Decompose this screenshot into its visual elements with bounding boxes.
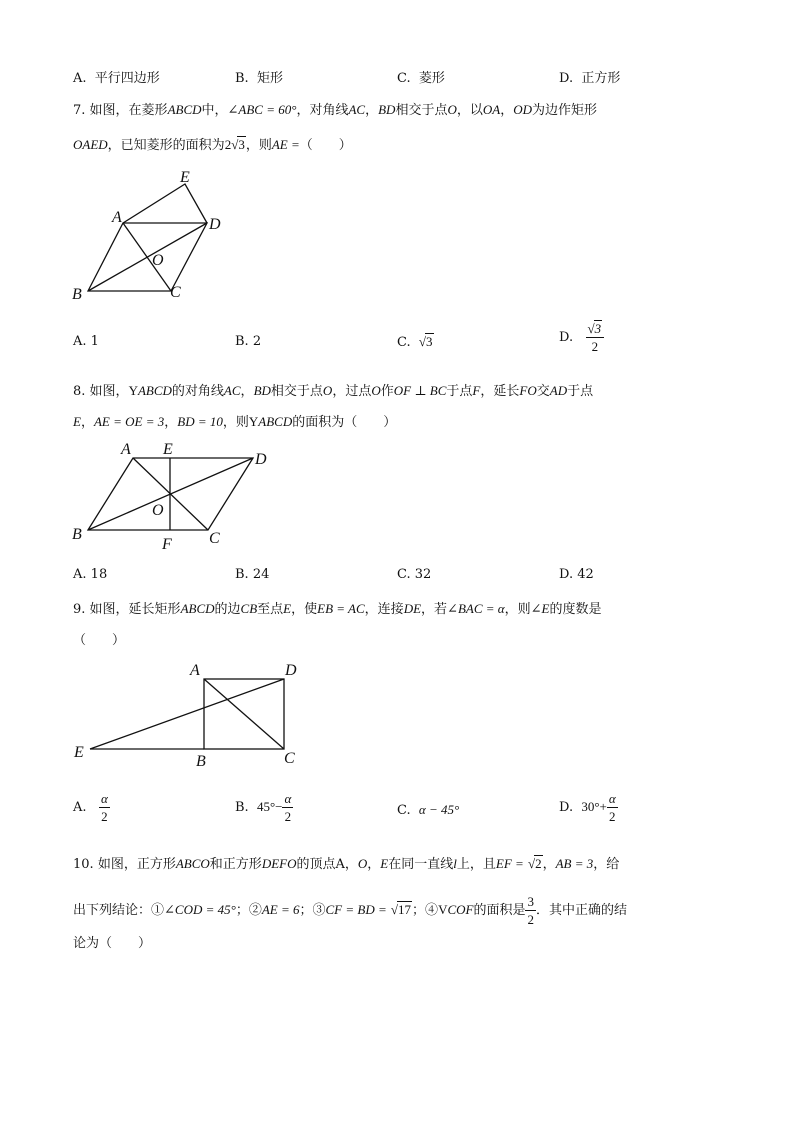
q10-stem-line-3: 论为（ ） bbox=[73, 936, 152, 951]
q8-label-c: C bbox=[209, 530, 220, 547]
q7-stem-line-2: OAED，已知菱形的面积为2√3，则AE =（ ） bbox=[73, 137, 352, 153]
q8-option-b[interactable]: B. 24 bbox=[235, 567, 270, 582]
q6-option-a[interactable]: A. 平行四边形 bbox=[73, 71, 160, 86]
q7-label-c: C bbox=[170, 284, 181, 301]
q7-option-d[interactable]: D. $\frac{√3}{2}$ bbox=[559, 322, 604, 353]
q10-stem-line-1: 10. 如图，正方形ABCO和正方形DEFO的顶点A，O，E在同一直线l上，且EF = √2，AB = 3，给 bbox=[73, 856, 620, 872]
q10-stem-line-2: 出下列结论：①∠COD = 45°；②AE = 6；③CF = BD = √17；④VCOF的面积是 $\frac{3}{2}$ ．其中正确的结 bbox=[73, 894, 627, 927]
q7-option-b[interactable]: B. 2 bbox=[235, 334, 262, 349]
q9-label-b: B bbox=[196, 753, 206, 770]
q7-label-a: A bbox=[112, 209, 122, 226]
q8-option-c[interactable]: C. 32 bbox=[397, 567, 432, 582]
q7-sqrt: √3 bbox=[231, 137, 245, 152]
q6-option-d[interactable]: D. 正方形 bbox=[559, 71, 621, 86]
q6-option-b[interactable]: B. 矩形 bbox=[235, 71, 283, 86]
q9-stem-line-1: 9. 如图，延长矩形ABCD的边CB至点E，使EB = AC，连接DE，若∠BAC = α，则∠E的度数是 bbox=[73, 601, 602, 617]
q7-stem-line-1: 7. 如图，在菱形ABCD中，∠ABC = 60°，对角线AC，BD相交于点O，以OA，OD为边作矩形 bbox=[73, 102, 598, 118]
q9-diagonal-ac bbox=[204, 679, 284, 749]
q7-label-b: B bbox=[72, 286, 82, 303]
q7-rect-aed bbox=[123, 184, 207, 223]
q8-label-a: A bbox=[121, 441, 131, 458]
q7-figure-rhombus bbox=[60, 160, 260, 310]
q8-label-e: E bbox=[163, 441, 173, 458]
q9-label-d: D bbox=[285, 662, 297, 679]
q7-label-e: E bbox=[180, 169, 190, 186]
q7-label-d: D bbox=[209, 216, 221, 233]
q9-option-d[interactable]: D. 30°+ $\frac{\alpha}{2}$ bbox=[559, 791, 616, 824]
q8-figure-parallelogram bbox=[60, 435, 290, 555]
q7-option-a[interactable]: A. 1 bbox=[73, 334, 99, 349]
q9-label-c: C bbox=[284, 750, 295, 767]
q8-option-d[interactable]: D. 42 bbox=[559, 567, 594, 582]
q8-stem-line-2: E，AE = OE = 3，BD = 10，则YABCD的面积为（ ） bbox=[73, 414, 397, 430]
q9-label-e: E bbox=[74, 744, 84, 761]
q7-label-o: O bbox=[152, 252, 164, 269]
q8-label-f: F bbox=[162, 536, 172, 553]
q9-option-c[interactable]: C. α − 45° bbox=[397, 802, 460, 818]
q9-option-a[interactable]: A. $\frac{\alpha}{2}$ bbox=[73, 791, 108, 824]
q9-option-b[interactable]: B. 45°− $\frac{\alpha}{2}$ bbox=[235, 791, 292, 824]
q8-label-o: O bbox=[152, 502, 164, 519]
q8-stem-line-1: 8. 如图，YABCD的对角线AC，BD相交于点O，过点O作OF ⊥ BC于点F，延长FO交AD于点 bbox=[73, 383, 594, 399]
q9-stem-line-2: （ ） bbox=[73, 633, 126, 648]
q6-option-c[interactable]: C. 菱形 bbox=[397, 71, 445, 86]
q8-option-a[interactable]: A. 18 bbox=[73, 567, 108, 582]
q9-segment-de bbox=[90, 679, 284, 749]
q9-label-a: A bbox=[190, 662, 200, 679]
q8-label-b: B bbox=[72, 526, 82, 543]
q8-label-d: D bbox=[255, 451, 267, 468]
q7-option-c[interactable]: C. √3 bbox=[397, 334, 433, 350]
q9-figure-rectangle bbox=[60, 655, 320, 775]
